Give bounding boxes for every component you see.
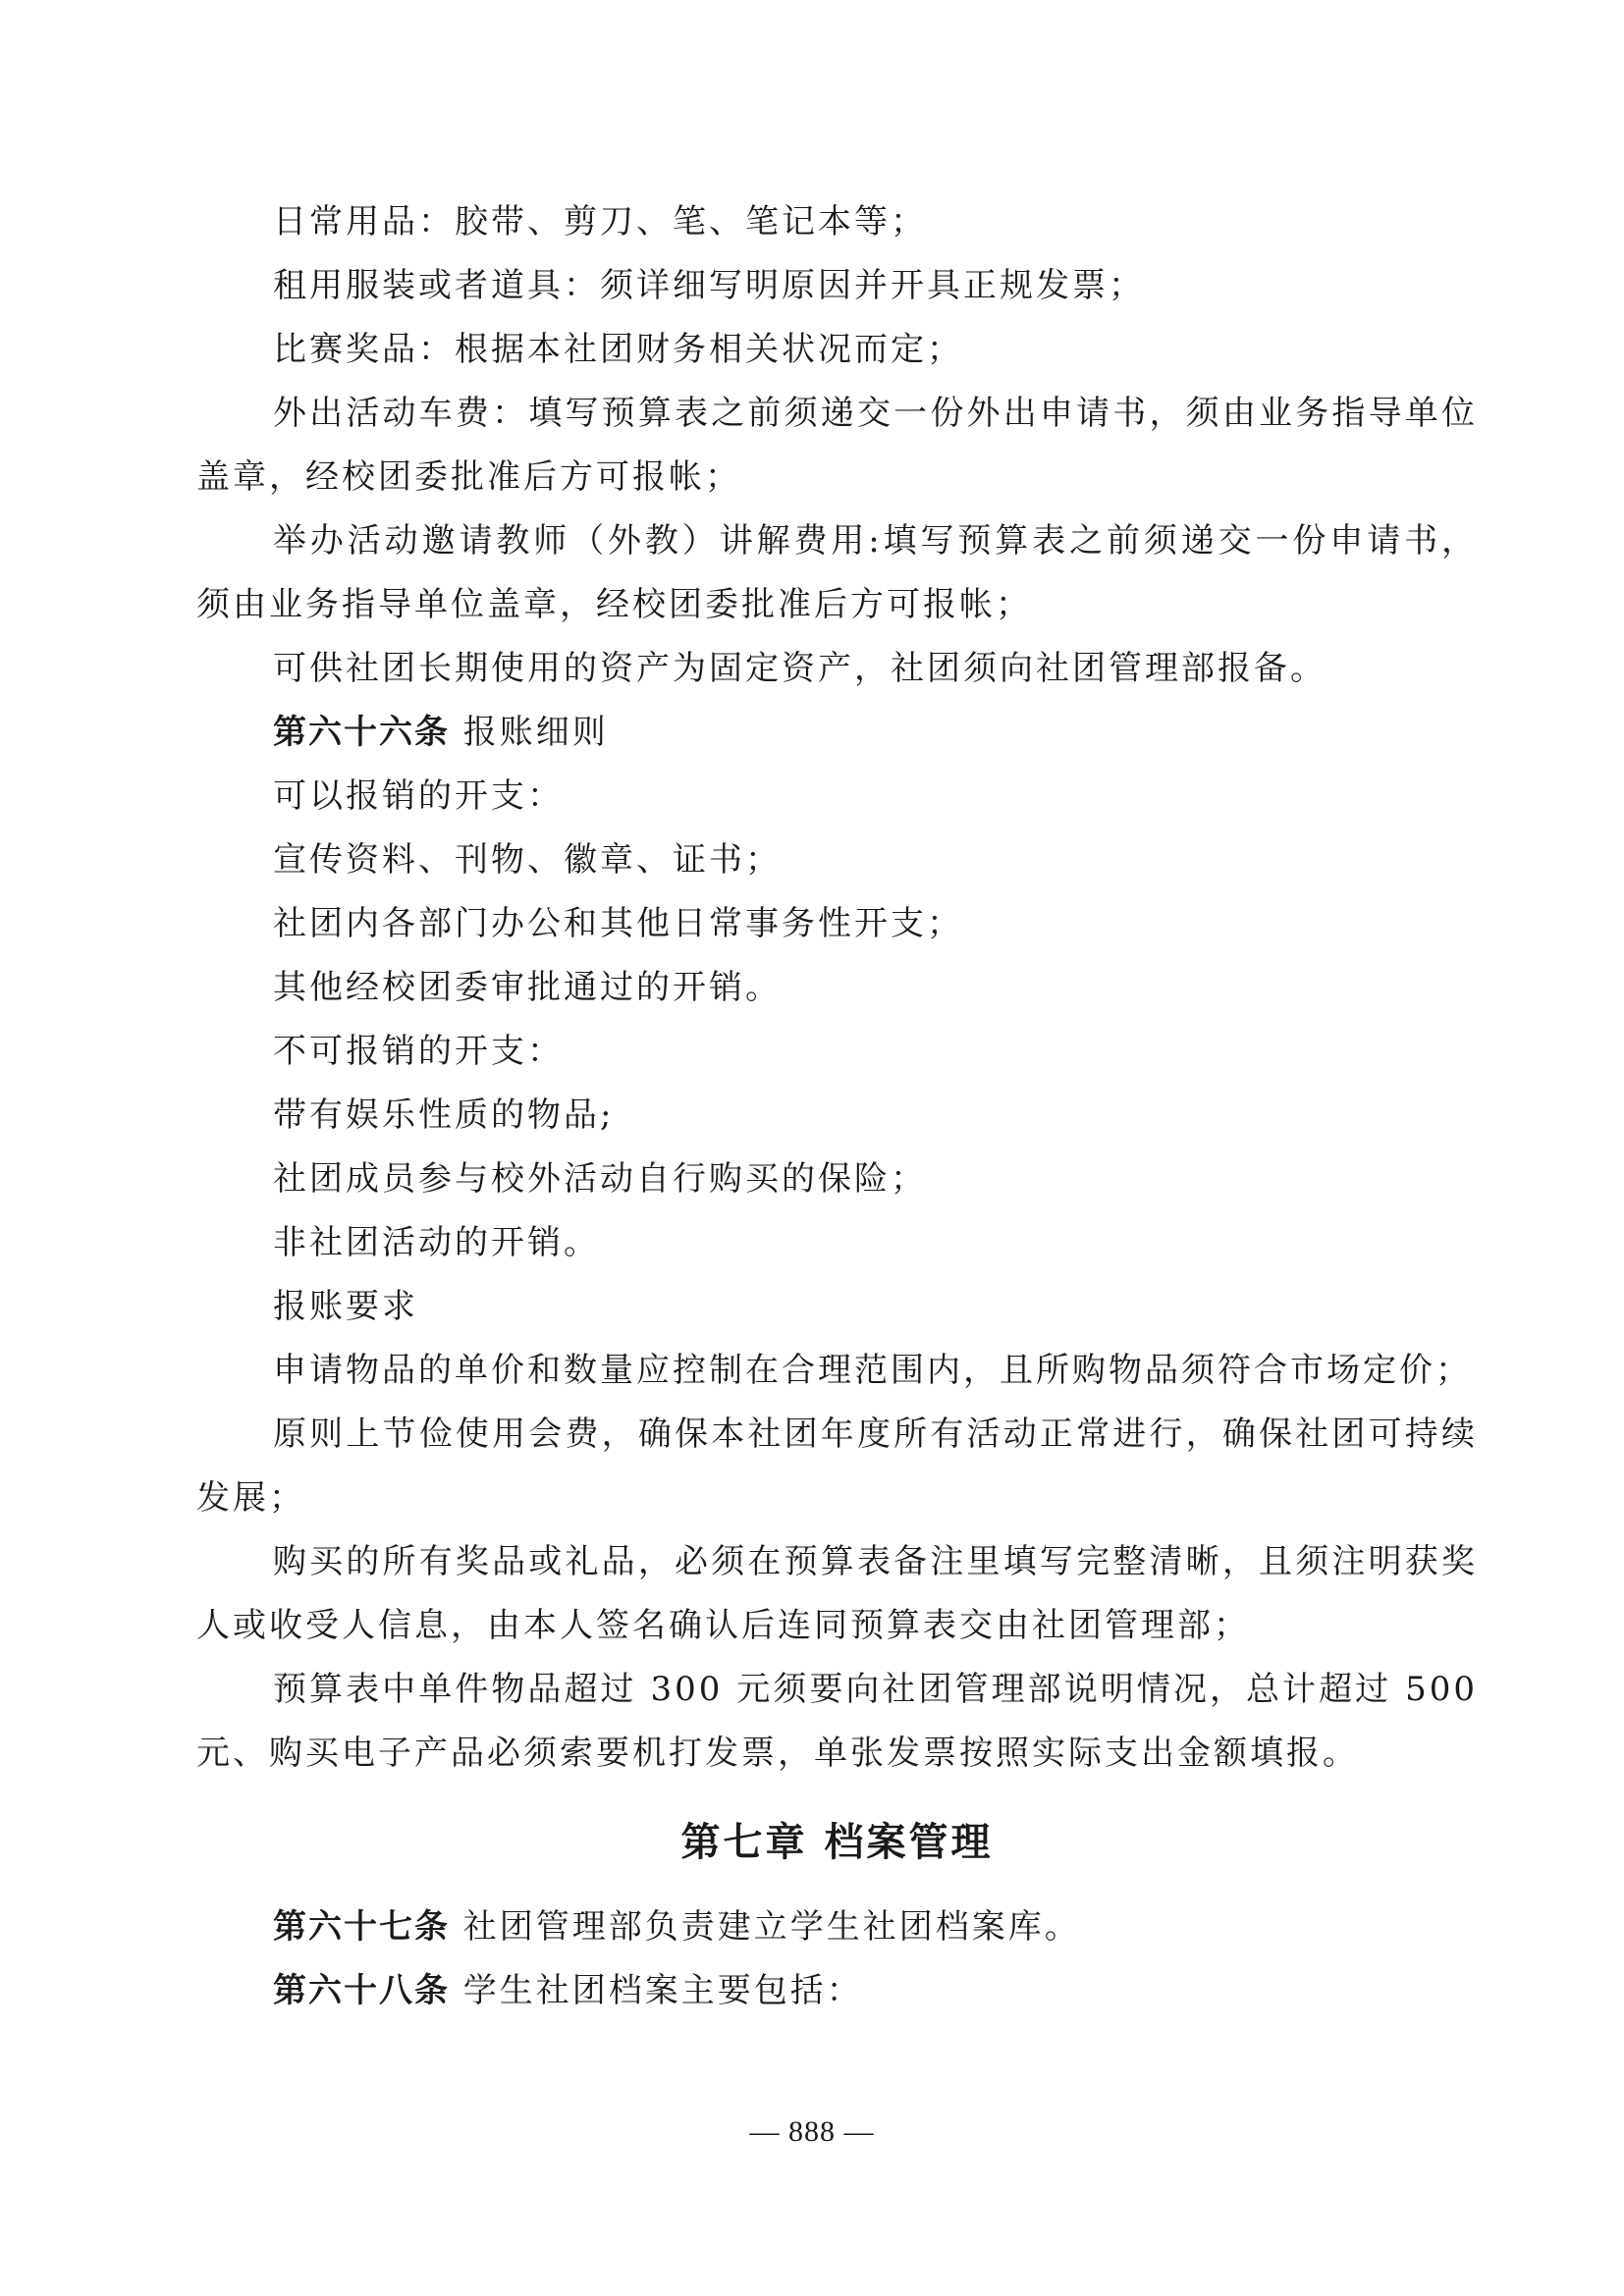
paragraph-fixed-assets: 可供社团长期使用的资产为固定资产，社团须向社团管理部报备。 [273,649,1326,688]
paragraph-outing-transport: 外出活动车费：填写预算表之前须递交一份外出申请书，须由业务指导单位盖章，经校团委批准后方可报帐； [196,394,1478,497]
article-68 [196,1959,1478,2023]
article-68-text: 学生社团档案主要包括： [450,1971,863,2010]
paragraph-costume-rental: 租用服装或者道具：须详细写明原因并开具正规发票； [273,266,1145,305]
paragraph-invoice-rules: 预算表中单件物品超过 300 元须要向社团管理部说明情况，总计超过 500 元、购买电子产品必须索要机打发票，单张发票按照实际支出金额填报。 [196,1670,1478,1773]
paragraph-entertainment-items: 带有娱乐性质的物品; [273,1095,615,1135]
article-67 [196,1896,1478,1959]
paragraph-frugal-use: 原则上节俭使用会费，确保本社团年度所有活动正常进行，确保社团可持续发展； [196,1415,1478,1518]
chapter-7-title: 第七章 档案管理 [680,1820,994,1865]
paragraph-non-club-expenses: 非社团活动的开销。 [273,1223,600,1262]
paragraph-insurance: 社团成员参与校外活动自行购买的保险； [273,1159,927,1199]
article-67-heading: 第六十七条 [273,1907,450,1947]
page-content [196,190,1478,2023]
paragraph-competition-prizes: 比赛奖品：根据本社团财务相关状况而定； [273,330,963,369]
paragraph-prizes-gifts: 购买的所有奖品或礼品，必须在预算表备注里填写完整清晰，且须注明获奖人或收受人信息，由本人签名确认后连同预算表交由社团管理部； [196,1542,1478,1645]
paragraph-reimbursable-heading: 可以报销的开支： [273,776,564,816]
article-68-heading: 第六十八条 [273,1971,450,2010]
article-66-text: 报账细则 [450,713,609,752]
page-number: — 888 — [749,2115,875,2148]
paragraph-office-expenses: 社团内各部门办公和其他日常事务性开支； [273,904,963,943]
paragraph-other-approved: 其他经校团委审批通过的开销。 [273,968,782,1007]
paragraph-daily-supplies: 日常用品：胶带、剪刀、笔、笔记本等； [273,202,927,241]
paragraph-lecture-fees: 举办活动邀请教师（外教）讲解费用:填写预算表之前须递交一份申请书，须由业务指导单位盖章，经校团委批准后方可报帐； [196,521,1478,624]
paragraph-reimbursement-requirements: 报账要求 [273,1287,418,1326]
paragraph-publicity-materials: 宣传资料、刊物、徽章、证书； [273,840,782,880]
article-66-heading: 第六十六条 [273,713,450,752]
article-67-text: 社团管理部负责建立学生社团档案库。 [450,1907,1081,1947]
paragraph-non-reimbursable-heading: 不可报销的开支： [273,1032,564,1071]
article-66 [196,701,1478,765]
paragraph-unit-price: 申请物品的单价和数量应控制在合理范围内，且所购物品须符合市场定价； [273,1351,1472,1390]
